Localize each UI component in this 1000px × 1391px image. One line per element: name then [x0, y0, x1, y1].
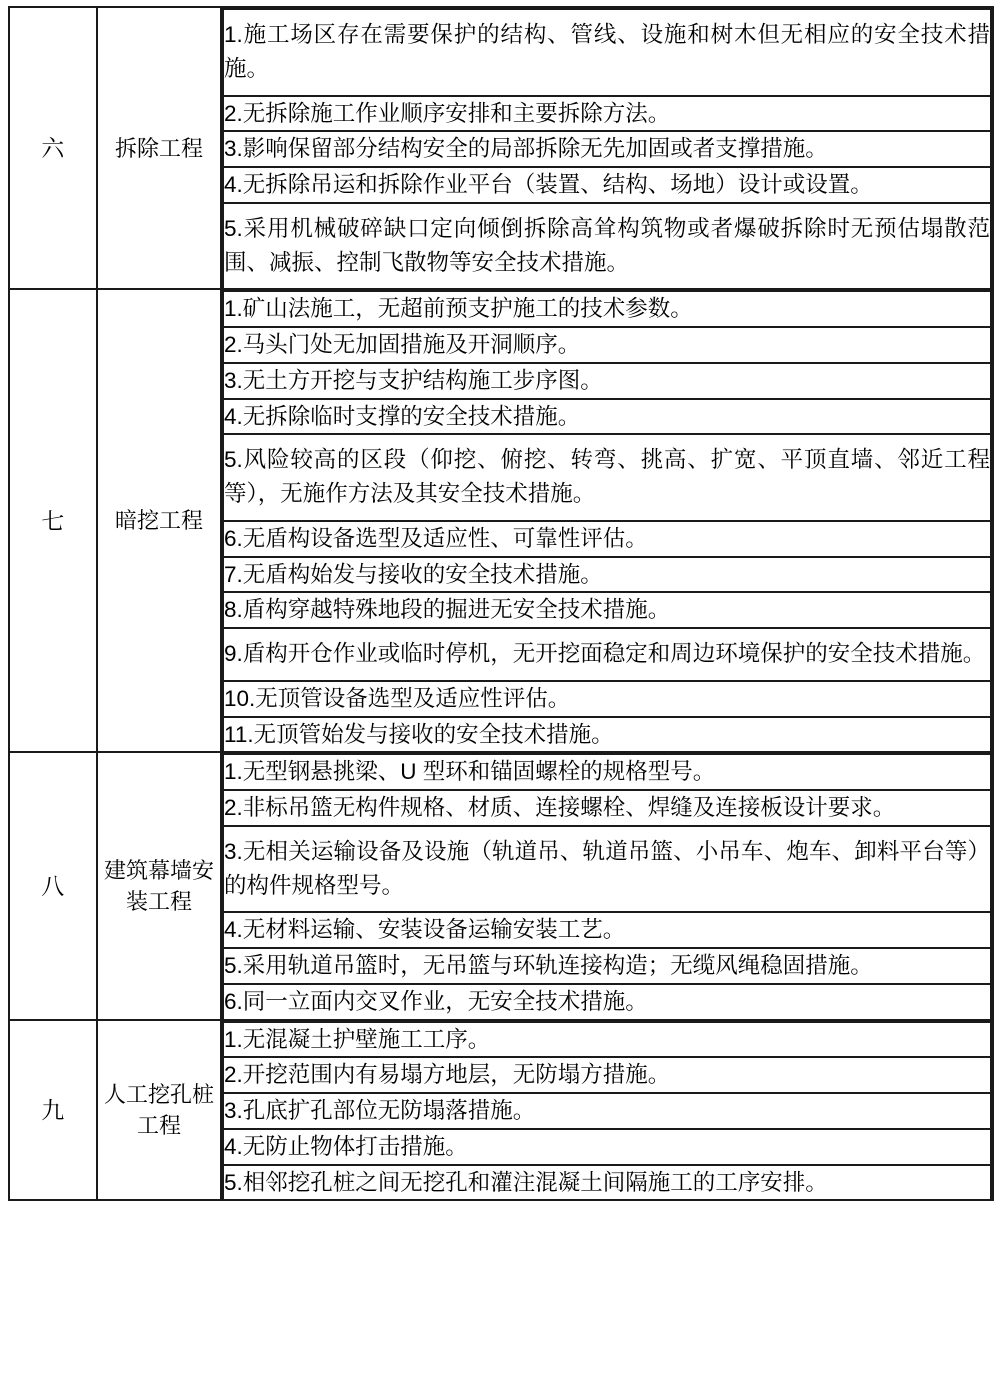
table-row — [9, 752, 993, 1019]
row-category: 暗挖工程 — [97, 289, 221, 752]
list-item: 2.开挖范围内有易塌方地层，无防塌方措施。 — [223, 1057, 991, 1093]
row-number: 八 — [9, 752, 97, 1019]
row-category: 建筑幕墙安装工程 — [97, 752, 221, 1019]
list-item: 1.矿山法施工，无超前预支护施工的技术参数。 — [223, 291, 991, 327]
row-category: 人工挖孔桩工程 — [97, 1020, 221, 1201]
list-item: 6.同一立面内交叉作业，无安全技术措施。 — [223, 984, 991, 1019]
list-item: 6.无盾构设备选型及适应性、可靠性评估。 — [223, 521, 991, 557]
row-number: 七 — [9, 289, 97, 752]
list-item: 4.无拆除临时支撑的安全技术措施。 — [223, 399, 991, 435]
row-items — [221, 289, 993, 752]
row-items — [221, 752, 993, 1019]
list-item: 3.影响保留部分结构安全的局部拆除无先加固或者支撑措施。 — [223, 131, 991, 167]
list-item: 11.无顶管始发与接收的安全技术措施。 — [223, 717, 991, 752]
item-list — [222, 8, 992, 288]
list-item: 10.无顶管设备选型及适应性评估。 — [223, 681, 991, 717]
list-item: 1.无混凝土护壁施工工序。 — [223, 1022, 991, 1058]
table-row — [9, 1020, 993, 1201]
list-item: 3.无土方开挖与支护结构施工步序图。 — [223, 363, 991, 399]
row-items — [221, 7, 993, 289]
list-item: 3.孔底扩孔部位无防塌落措施。 — [223, 1093, 991, 1129]
list-item: 4.无材料运输、安装设备运输安装工艺。 — [223, 912, 991, 948]
list-item: 4.无拆除吊运和拆除作业平台（装置、结构、场地）设计或设置。 — [223, 167, 991, 203]
table-row — [9, 7, 993, 289]
list-item: 9.盾构开仓作业或临时停机，无开挖面稳定和周边环境保护的安全技术措施。 — [223, 628, 991, 681]
row-items — [221, 1020, 993, 1201]
list-item: 5.采用轨道吊篮时，无吊篮与环轨连接构造；无缆风绳稳固措施。 — [223, 948, 991, 984]
list-item: 5.采用机械破碎缺口定向倾倒拆除高耸构筑物或者爆破拆除时无预估塌散范围、减振、控制飞散物等安全技术措施。 — [223, 203, 991, 289]
list-item: 8.盾构穿越特殊地段的掘进无安全技术措施。 — [223, 592, 991, 628]
item-list — [222, 1021, 992, 1200]
list-item: 4.无防止物体打击措施。 — [223, 1129, 991, 1165]
row-number: 六 — [9, 7, 97, 289]
list-item: 2.无拆除施工作业顺序安排和主要拆除方法。 — [223, 96, 991, 132]
list-item: 5.相邻挖孔桩之间无挖孔和灌注混凝土间隔施工的工序安排。 — [223, 1165, 991, 1200]
list-item: 3.无相关运输设备及设施（轨道吊、轨道吊篮、小吊车、炮车、卸料平台等）的构件规格型号。 — [223, 826, 991, 913]
item-list — [222, 753, 992, 1018]
list-item: 7.无盾构始发与接收的安全技术措施。 — [223, 557, 991, 593]
list-item: 1.施工场区存在需要保护的结构、管线、设施和树木但无相应的安全技术措施。 — [223, 9, 991, 96]
list-item: 5.风险较高的区段（仰挖、俯挖、转弯、挑高、扩宽、平顶直墙、邻近工程等），无施作方法及其安全技术措施。 — [223, 434, 991, 521]
item-list — [222, 290, 992, 751]
list-item: 2.非标吊篮无构件规格、材质、连接螺栓、焊缝及连接板设计要求。 — [223, 790, 991, 826]
row-number: 九 — [9, 1020, 97, 1201]
table-row — [9, 289, 993, 752]
list-item: 2.马头门处无加固措施及开洞顺序。 — [223, 327, 991, 363]
list-item: 1.无型钢悬挑梁、U 型环和锚固螺栓的规格型号。 — [223, 754, 991, 790]
row-category: 拆除工程 — [97, 7, 221, 289]
requirements-table — [8, 6, 994, 1201]
